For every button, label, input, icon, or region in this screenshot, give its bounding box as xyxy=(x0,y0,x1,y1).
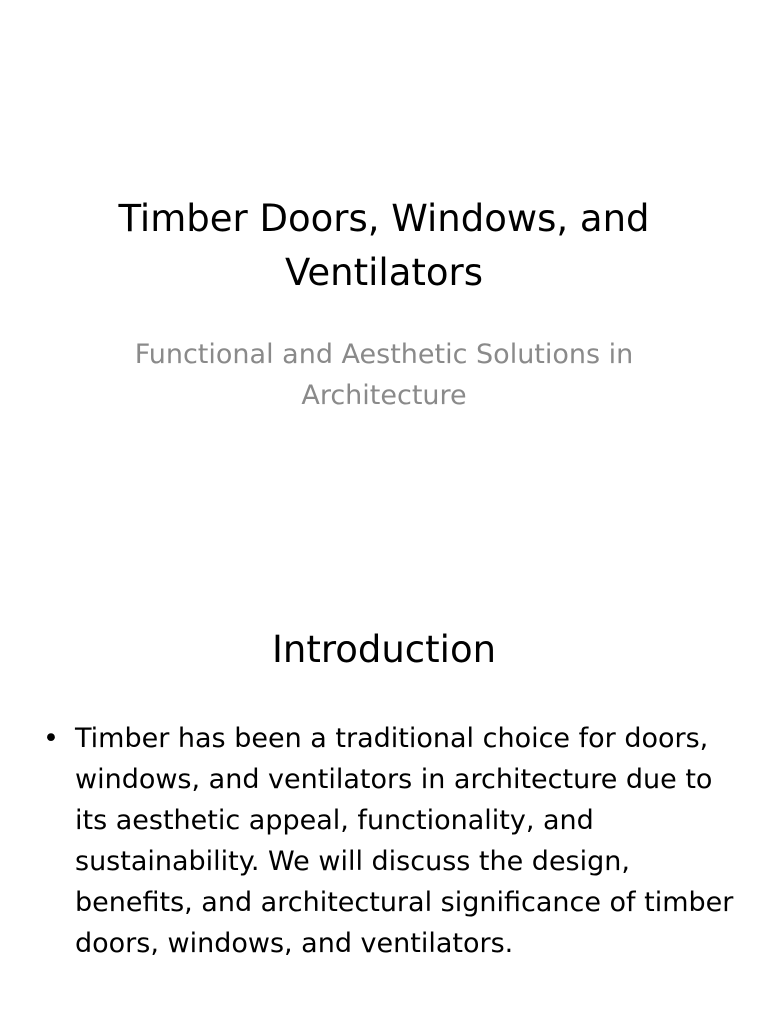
bullet-dot-icon: • xyxy=(43,723,59,754)
bullet-text: Timber has been a traditional choice for doors, windows, and ventilators in architecture due to its aesthetic appeal, functionality, and sustainability. We will discuss the design, benefits, and architectural significance of timber doors, windows, and ventilators. xyxy=(75,723,734,959)
introduction-slide xyxy=(0,576,768,1024)
bullet-item xyxy=(40,718,740,964)
bullet-list xyxy=(40,718,740,964)
slide-subtitle: Functional and Aesthetic Solutions in Architecture xyxy=(134,339,634,411)
slide-title: Timber Doors, Windows, and Ventilators xyxy=(118,197,650,294)
slide-heading: Introduction xyxy=(271,628,497,671)
